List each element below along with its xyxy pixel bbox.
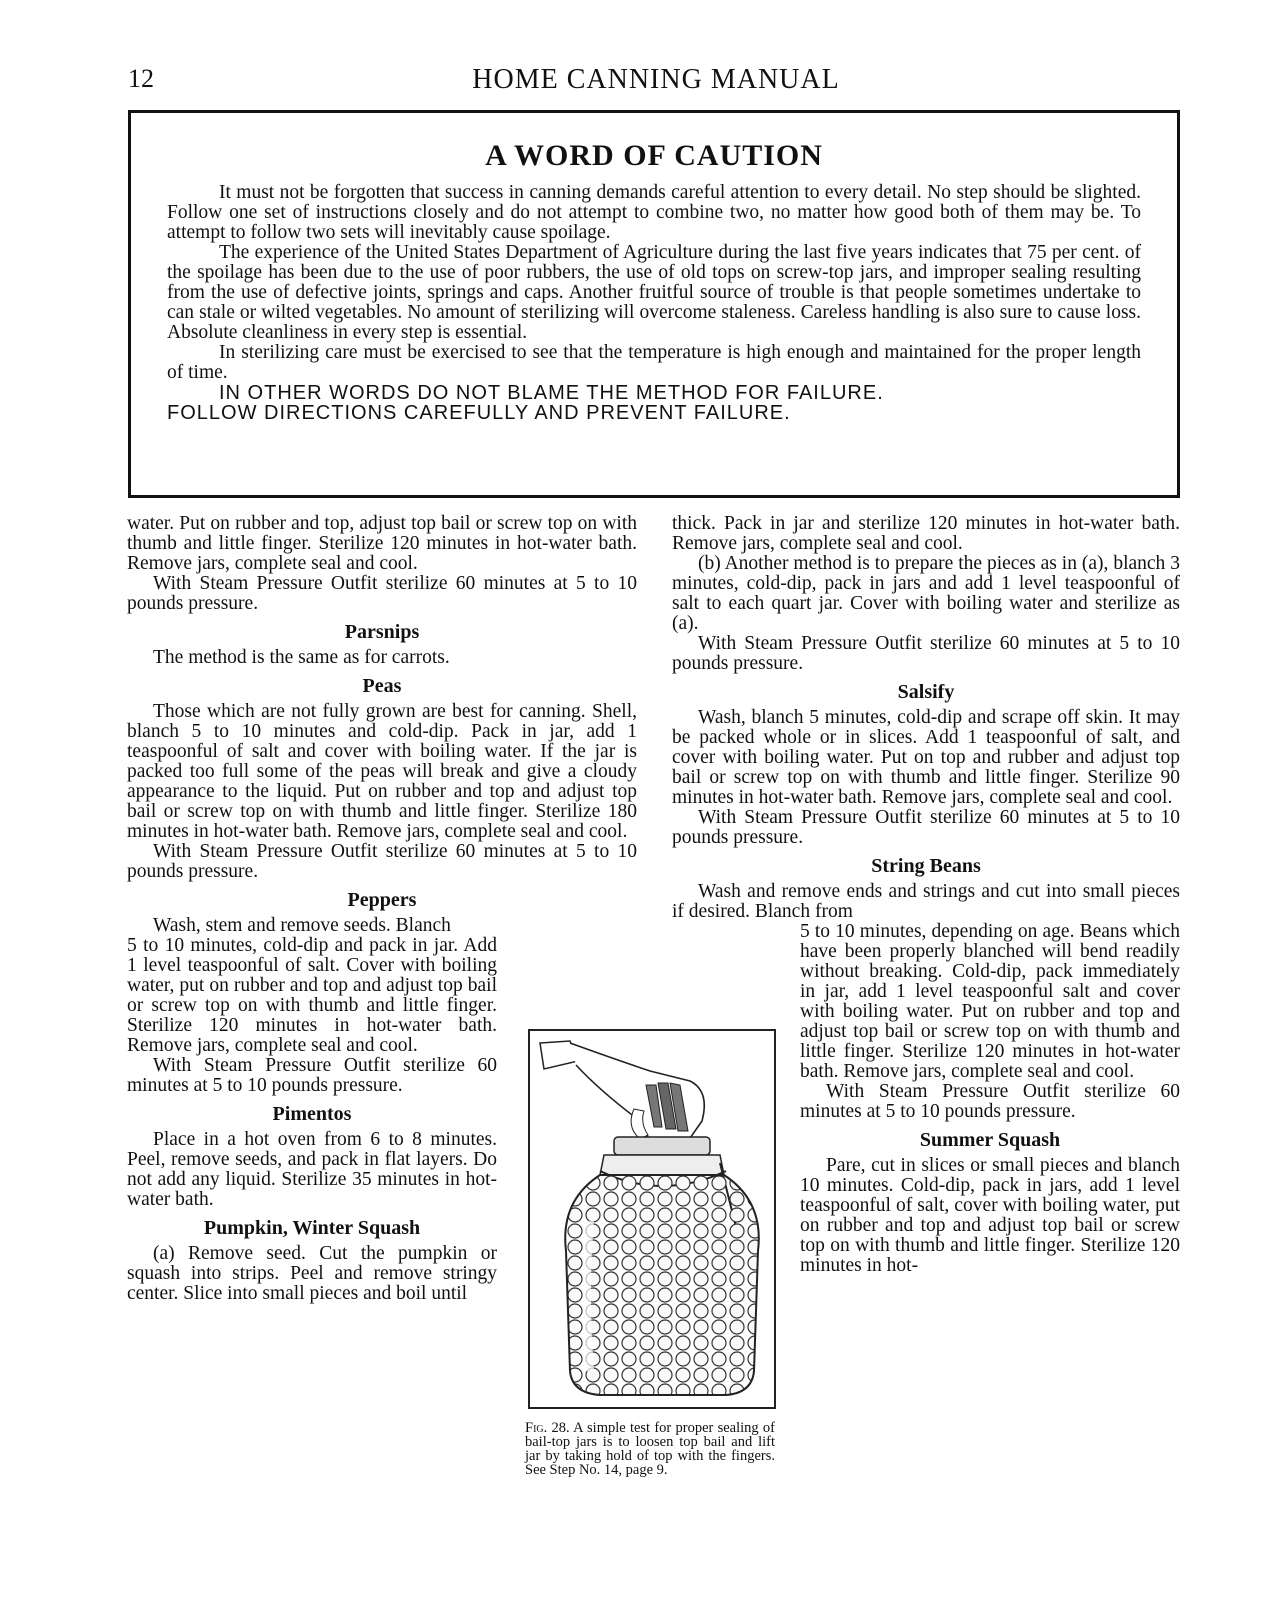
running-title: HOME CANNING MANUAL: [472, 64, 840, 95]
page-number: 12: [128, 64, 154, 93]
section-heading: Salsify: [897, 681, 955, 703]
caution-paragraph: In sterilizing care must be exercised to see that the temperature is high enough and maintained for the proper length of time.: [167, 342, 1141, 383]
caution-body: [167, 183, 1141, 423]
paragraph: With Steam Pressure Outfit sterilize 60 minutes at 5 to 10 pounds pressure.: [127, 573, 637, 614]
caution-box: [128, 110, 1180, 498]
paragraph: 5 to 10 minutes, cold-dip and pack in jar. Add 1 level teaspoonful of salt. Cover with boiling water, put on rubber and top and adjust top bail or screw top on with thumb and little finger. Sterilize 120 minutes in hot-water bath. Remove jars, complete seal and cool.: [127, 935, 497, 1056]
section-heading: Summer Squash: [919, 1129, 1061, 1151]
caution-title: A WORD OF CAUTION: [485, 139, 823, 172]
paragraph: Place in a hot oven from 6 to 8 minutes. Peel, remove seeds, and pack in flat layers. Do not add any liquid. Sterilize 35 minutes in hot-water bath.: [127, 1129, 497, 1210]
paragraph: With Steam Pressure Outfit sterilize 60 minutes at 5 to 10 pounds pressure.: [672, 807, 1180, 848]
paragraph: Wash, stem and remove seeds. Blanch: [153, 915, 451, 936]
paragraph: Those which are not fully grown are best for canning. Shell, blanch 5 to 10 minutes and cold-dip. Pack in jar, add 1 teaspoonful of salt and cover with boiling water. If the jar is packed too full some of the peas will break and give a cloudy appearance to the liquid. Put on rubber and top and adjust top bail or screw top on with thumb and little finger. Sterilize 180 minutes in hot-water bath. Remove jars, complete seal and cool.: [127, 701, 637, 842]
wrapped-text: [127, 936, 497, 1304]
jar-drawing: [530, 1031, 774, 1407]
paragraph: (a) Remove seed. Cut the pumpkin or squash into strips. Peel and remove stringy center. Slice into small pieces and boil until: [127, 1243, 497, 1304]
jar-illustration: [528, 1029, 776, 1409]
figure-caption-text: A simple test for proper sealing of bail-top jars is to loosen top bail and lift jar by taking hold of top with the fingers. See Step No. 14, page 9.: [525, 1420, 776, 1478]
paragraph: With Steam Pressure Outfit sterilize 60 minutes at 5 to 10 pounds pressure.: [800, 1081, 1180, 1122]
section-heading: Pimentos: [272, 1103, 352, 1125]
section-heading: Pumpkin, Winter Squash: [203, 1217, 421, 1239]
paragraph: The method is the same as for carrots.: [153, 647, 450, 668]
paragraph: Wash, blanch 5 minutes, cold-dip and scrape off skin. It may be packed whole or in slices. Add 1 teaspoonful of salt, and cover with boiling water. Put on top and rubber and adjust top bail or screw top on with thumb and little finger. Sterilize 90 minutes in hot-water bath. Remove jars, complete seal and cool.: [672, 707, 1180, 808]
paragraph: Pare, cut in slices or small pieces and blanch 10 minutes. Cold-dip, pack in jars, add 1 level teaspoonful of salt, cover with boiling water, put on rubber and top and adjust top bail or screw top on with thumb and little finger. Sterilize 120 minutes in hot-: [800, 1155, 1180, 1276]
section-heading: Peas: [362, 675, 402, 697]
paragraph: With Steam Pressure Outfit sterilize 60 minutes at 5 to 10 pounds pressure.: [127, 1055, 497, 1096]
section-heading: String Beans: [871, 855, 981, 877]
paragraph: water. Put on rubber and top, adjust top bail or screw top on with thumb and little finger. Sterilize 120 minutes in hot-water bath. Remove jars, complete seal and cool.: [127, 513, 637, 574]
caution-paragraph: The experience of the United States Department of Agriculture during the last five years indicates that 75 per cent. of the spoilage has been due to the use of poor rubbers, the use of old tops on screw-top jars, and improper sealing resulting from the use of defective joints, springs and caps. Another fruitful source of trouble is that people sometimes undertake to can stale or wilted vegetables. No amount of sterilizing will overcome staleness. Careless handling is also sure to cause loss. Absolute cleanliness in every step is essential.: [167, 242, 1141, 343]
figure-label: Fig. 28.: [525, 1420, 570, 1436]
caution-caps-line: IN OTHER WORDS DO NOT BLAME THE METHOD FOR FAILURE.: [219, 382, 884, 404]
figure-caption: [525, 1421, 775, 1477]
caution-paragraph: It must not be forgotten that success in canning demands careful attention to every detail. No step should be slighted. Follow one set of instructions closely and do not attempt to combine two, no matter how good both of them may be. To attempt to follow two sets will inevitably cause spoilage.: [167, 182, 1141, 243]
section-heading: Parsnips: [344, 621, 420, 643]
wrapped-text: [800, 922, 1180, 1276]
caution-caps-line: FOLLOW DIRECTIONS CAREFULLY AND PREVENT FAILURE.: [167, 402, 791, 424]
paragraph: With Steam Pressure Outfit sterilize 60 minutes at 5 to 10 pounds pressure.: [672, 633, 1180, 674]
paragraph: (b) Another method is to prepare the pieces as in (a), blanch 3 minutes, cold-dip, pack in jars and add 1 level teaspoonful of salt to each quart jar. Cover with boiling water and sterilize as (a).: [672, 553, 1180, 634]
section-heading: Peppers: [347, 889, 417, 911]
paragraph: Wash and remove ends and strings and cut into small pieces if desired. Blanch from: [672, 881, 1180, 922]
paragraph: 5 to 10 minutes, depending on age. Beans which have been properly blanched will bend readily without breaking. Cold-dip, pack immediately in jar, add 1 level teaspoonful salt and cover with boiling water. Put on rubber and top and adjust top bail or screw top on with thumb and little finger. Sterilize 120 minutes in hot-water bath. Remove jars, complete seal and cool.: [800, 921, 1180, 1082]
page-header: [128, 64, 1184, 100]
paragraph: thick. Pack in jar and sterilize 120 minutes in hot-water bath. Remove jars, complete seal and cool.: [672, 513, 1180, 554]
paragraph: With Steam Pressure Outfit sterilize 60 minutes at 5 to 10 pounds pressure.: [127, 841, 637, 882]
